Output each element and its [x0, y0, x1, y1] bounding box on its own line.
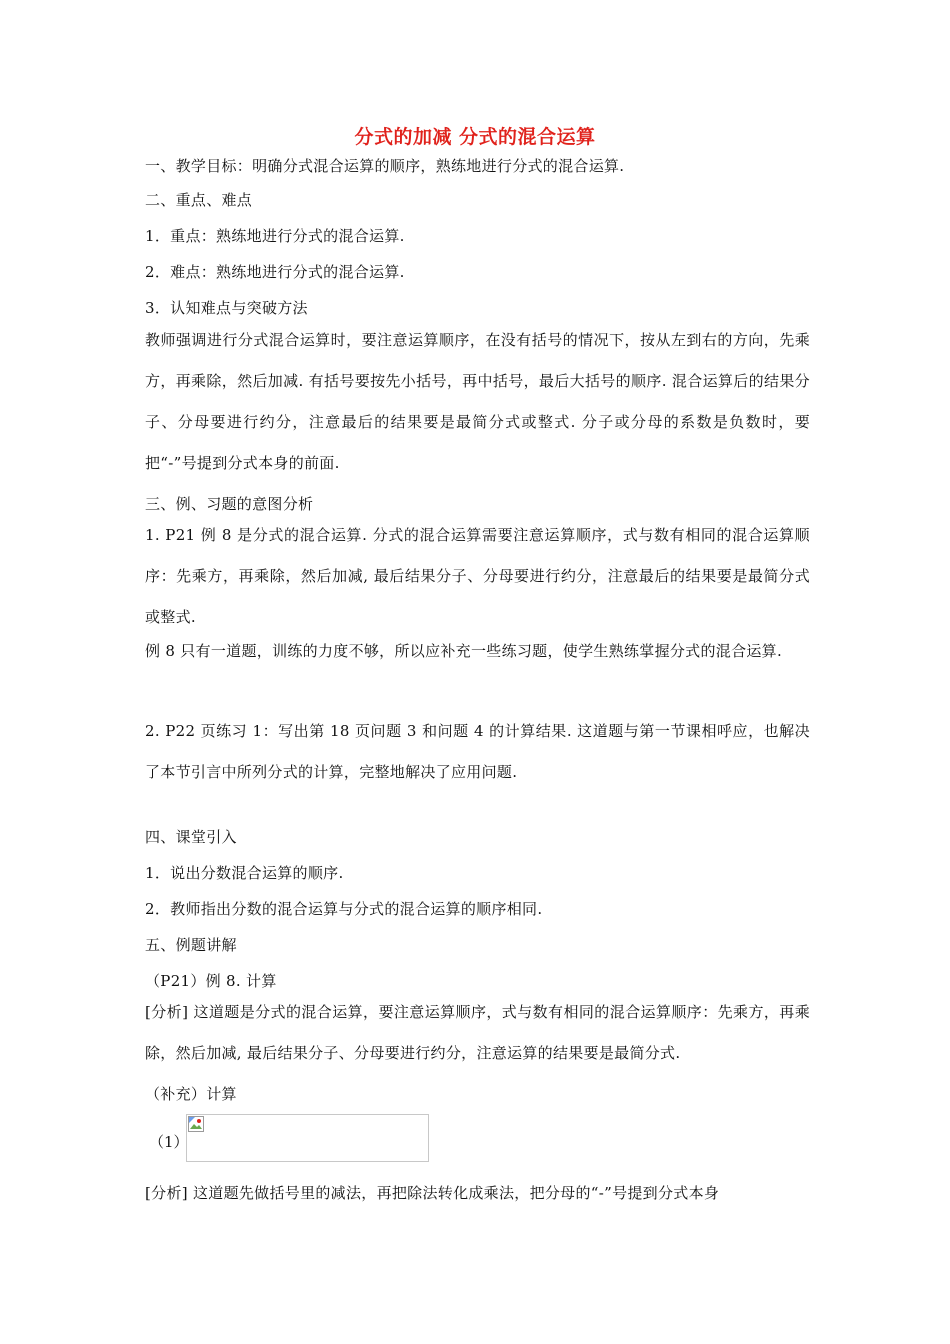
intro-heading: 四、课堂引入 [145, 828, 237, 846]
key-points-heading: 二、重点、难点 [145, 191, 253, 209]
key-point-2: 2．难点：熟练地进行分式的混合运算. [145, 263, 405, 281]
intent-heading: 三、例、习题的意图分析 [145, 495, 314, 513]
analysis-paragraph-1: [分析] 这道题是分式的混合运算，要注意运算顺序，式与数有相同的混合运算顺序：先乘方，再乘除，然后加减, 最后结果分子、分母要进行约分，注意运算的结果要是最简分式. [145, 1003, 810, 1062]
key-points-paragraph: 教师强调进行分式混合运算时，要注意运算顺序，在没有括号的情况下，按从左到右的方向，先乘方，再乘除，然后加减. 有括号要按先小括号，再中括号，最后大括号的顺序. 混合运算后的结果分子、分母要进行约分，注意最后的结果要是最简分式或整式. 分子或分母的系数是负数时，要把“-”号提到分式本身的前面. [145, 331, 810, 472]
example-heading: 五、例题讲解 [145, 936, 237, 954]
formula-image-placeholder [186, 1114, 429, 1162]
analysis-paragraph-2: [分析] 这道题先做括号里的减法，再把除法转化成乘法，把分母的“-”号提到分式本身 [145, 1184, 720, 1202]
broken-image-icon [188, 1116, 204, 1132]
document-title: 分式的加减 分式的混合运算 [354, 126, 596, 148]
intent-paragraph-1b: 例 8 只有一道题，训练的力度不够，所以应补充一些练习题，使学生熟练掌握分式的混合运算. [145, 642, 783, 660]
key-point-1: 1．重点：熟练地进行分式的混合运算. [145, 227, 405, 245]
intro-item-1: 1．说出分数混合运算的顺序. [145, 864, 344, 882]
teaching-goal: 一、教学目标：明确分式混合运算的顺序，熟练地进行分式的混合运算. [145, 157, 625, 175]
intro-item-2: 2．教师指出分数的混合运算与分式的混合运算的顺序相同. [145, 900, 543, 918]
key-point-3: 3．认知难点与突破方法 [145, 299, 308, 317]
intent-paragraph-2: 2. P22 页练习 1：写出第 18 页问题 3 和问题 4 的计算结果. 这道题与第一节课相呼应，也解决了本节引言中所列分式的计算，完整地解决了应用问题. [145, 722, 810, 781]
supplement-line: （补充）计算 [145, 1085, 237, 1103]
intent-paragraph-1: 1. P21 例 8 是分式的混合运算. 分式的混合运算需要注意运算顺序，式与数有相同的混合运算顺序：先乘方，再乘除，然后加减, 最后结果分子、分母要进行约分，注意最后的结果要是最简分式或整式. [145, 526, 810, 626]
example-line: （P21）例 8. 计算 [145, 972, 277, 990]
formula-label: （1） [149, 1133, 189, 1151]
